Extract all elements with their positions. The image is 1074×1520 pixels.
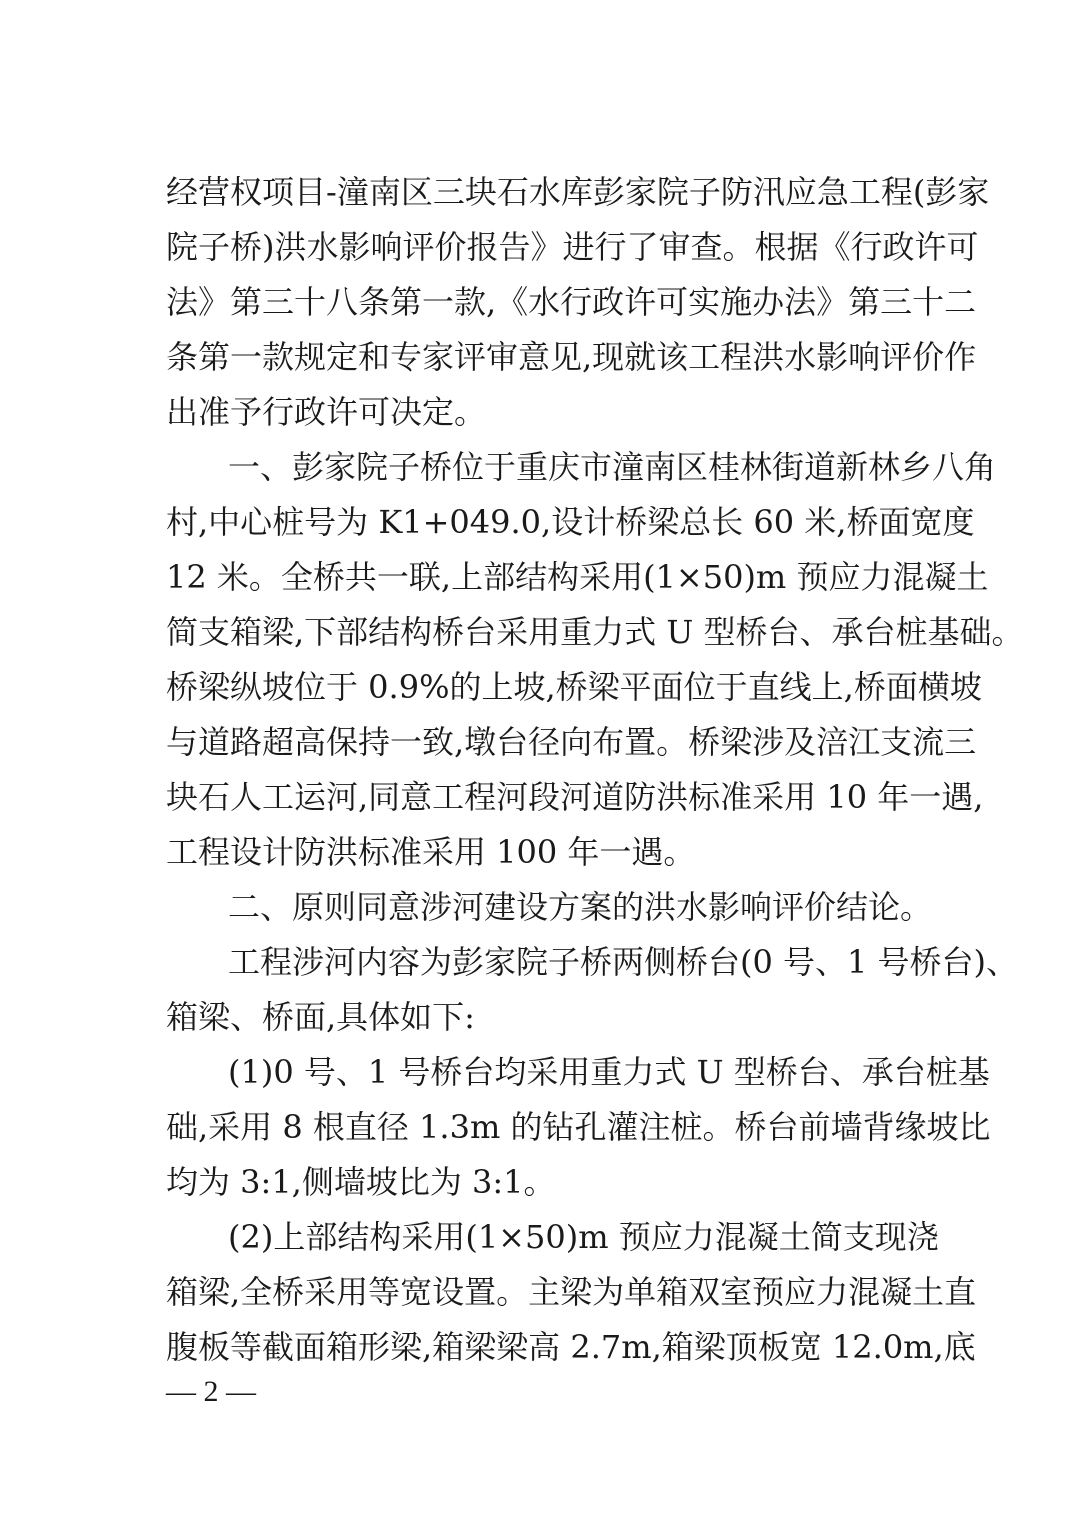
paragraph-first-line: 工程涉河内容为彭家院子桥两侧桥台(0 号、1 号桥台)、 [228, 943, 1019, 981]
page-number: — 2 — [166, 1375, 256, 1408]
paragraph-first-line: 二、原则同意涉河建设方案的洪水影响评价结论。 [228, 888, 933, 926]
text-line: 块石人工运河,同意工程河段河道防洪标准采用 10 年一遇, [166, 778, 984, 816]
text-line: 出准予行政许可决定。 [166, 393, 487, 431]
text-line: 简支箱梁,下部结构桥台采用重力式 U 型桥台、承台桩基础。 [166, 613, 1024, 651]
text-line: 箱梁、桥面,具体如下: [166, 998, 475, 1036]
text-line: 础,采用 8 根直径 1.3m 的钻孔灌注桩。桥台前墙背缘坡比 [166, 1108, 991, 1146]
text-line: 法》第三十八条第一款,《水行政许可实施办法》第三十二 [166, 283, 977, 321]
text-line: 箱梁,全桥采用等宽设置。主梁为单箱双室预应力混凝土直 [166, 1273, 977, 1311]
paragraph-first-line: (1)0 号、1 号桥台均采用重力式 U 型桥台、承台桩基 [228, 1053, 990, 1091]
text-line: 12 米。全桥共一联,上部结构采用(1×50)m 预应力混凝土 [166, 558, 989, 596]
paragraph-first-line: 一、彭家院子桥位于重庆市潼南区桂林街道新林乡八角 [228, 448, 997, 486]
text-line: 条第一款规定和专家评审意见,现就该工程洪水影响评价作 [166, 338, 977, 376]
text-line: 与道路超高保持一致,墩台径向布置。桥梁涉及涪江支流三 [166, 723, 977, 761]
text-line: 工程设计防洪标准采用 100 年一遇。 [166, 833, 696, 871]
text-line: 经营权项目-潼南区三块石水库彭家院子防汛应急工程(彭家 [166, 173, 990, 211]
paragraph-first-line: (2)上部结构采用(1×50)m 预应力混凝土简支现浇 [228, 1218, 939, 1256]
text-line: 腹板等截面箱形梁,箱梁梁高 2.7m,箱梁顶板宽 12.0m,底 [166, 1328, 976, 1366]
text-line: 院子桥)洪水影响评价报告》进行了审查。根据《行政许可 [166, 228, 979, 266]
text-line: 村,中心桩号为 K1+049.0,设计桥梁总长 60 米,桥面宽度 [166, 503, 975, 541]
text-line: 桥梁纵坡位于 0.9%的上坡,桥梁平面位于直线上,桥面横坡 [166, 668, 982, 706]
text-line: 均为 3:1,侧墙坡比为 3:1。 [166, 1163, 556, 1201]
